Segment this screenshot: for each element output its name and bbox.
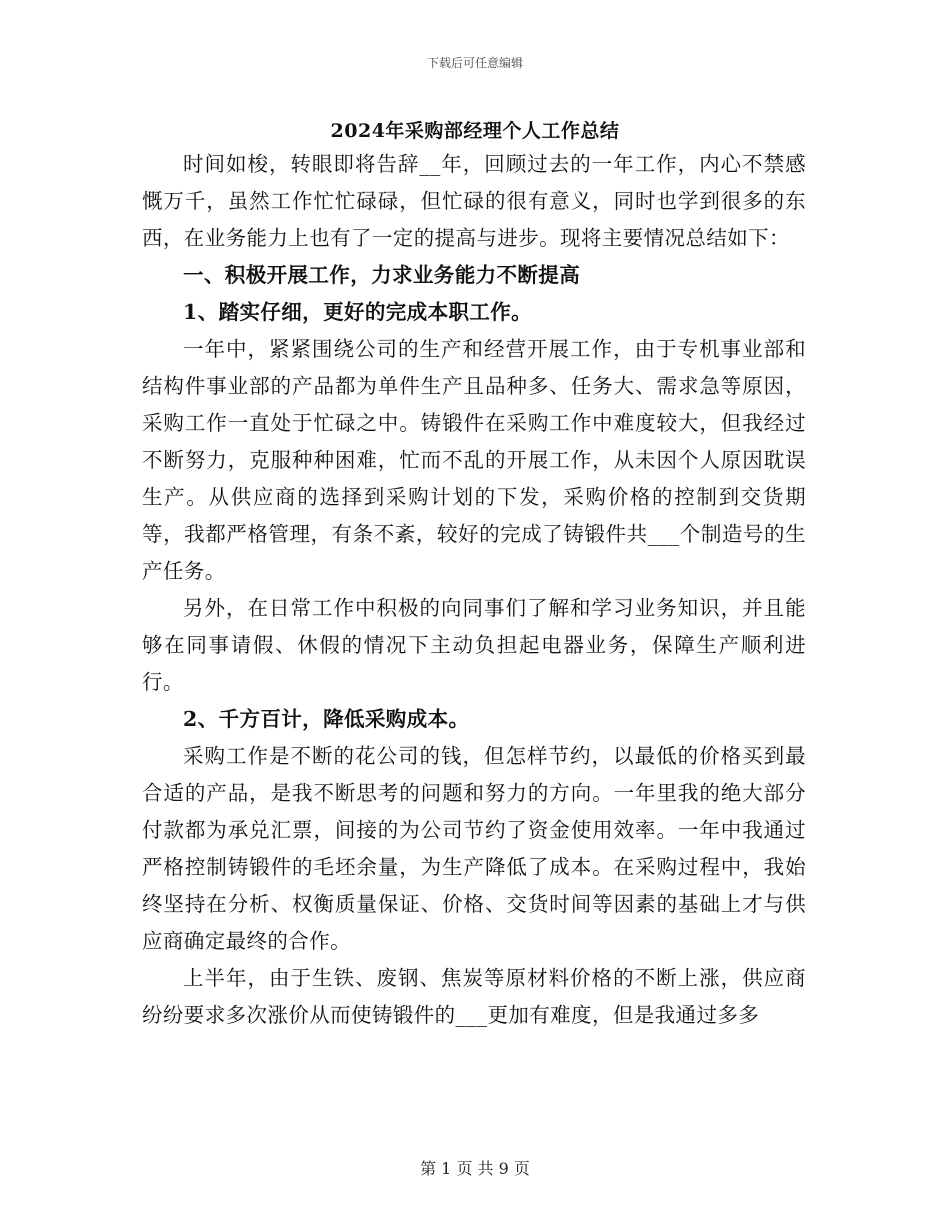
paragraph-additional-duties: 另外，在日常工作中积极的向同事们了解和学习业务知识，并且能够在同事请假、休假的情况下主动负担起电器业务，保障生产顺利进行。 — [142, 596, 806, 694]
subsection-heading-2: 2、千方百计，降低采购成本。 — [183, 707, 470, 731]
paragraph-work-overview: 一年中，紧紧围绕公司的生产和经营开展工作，由于专机事业部和结构件事业部的产品都为单件生产且品种多、任务大、需求急等原因，采购工作一直处于忙碌之中。铸锻件在采购工作中难度较大，但我经过不断努力，克服种种困难，忙而不乱的开展工作，从未因个人原因耽误生产。从供应商的选择到采购计划的下发，采购价格的控制到交货期等，我都严格管理，有条不紊，较好的完成了铸锻件共___个制造号的生产任务。 — [142, 337, 806, 583]
paragraph-intro: 时间如梭，转眼即将告辞__年，回顾过去的一年工作，内心不禁感慨万千，虽然工作忙忙碌碌，但忙碌的很有意义，同时也学到很多的东西，在业务能力上也有了一定的提高与进步。现将主要情况总结如下： — [142, 152, 806, 250]
paragraph-cost-reduction: 采购工作是不断的花公司的钱，但怎样节约，以最低的价格买到最合适的产品，是我不断思考的问题和努力的方向。一年里我的绝大部分付款都为承兑汇票，间接的为公司节约了资金使用效率。一年中我通过严格控制铸锻件的毛坯余量，为生产降低了成本。在采购过程中，我始终坚持在分析、权衡质量保证、价格、交货时间等因素的基础上才与供应商确定最终的合作。 — [142, 744, 806, 953]
document-title: 2024年采购部经理个人工作总结 — [330, 120, 620, 142]
document-body — [142, 146, 806, 1034]
subsection-heading-1: 1、踏实仔细，更好的完成本职工作。 — [183, 300, 533, 324]
paragraph-first-half: 上半年，由于生铁、废钢、焦炭等原材料价格的不断上涨，供应商纷纷要求多次涨价从而使铸锻件的___更加有难度，但是我通过多多 — [142, 966, 806, 1027]
section-heading-1: 一、积极开展工作，力求业务能力不断提高 — [183, 263, 581, 287]
page-number: 第 1 页 共 9 页 — [420, 1159, 530, 1178]
header-note: 下载后可任意编辑 — [426, 56, 523, 70]
